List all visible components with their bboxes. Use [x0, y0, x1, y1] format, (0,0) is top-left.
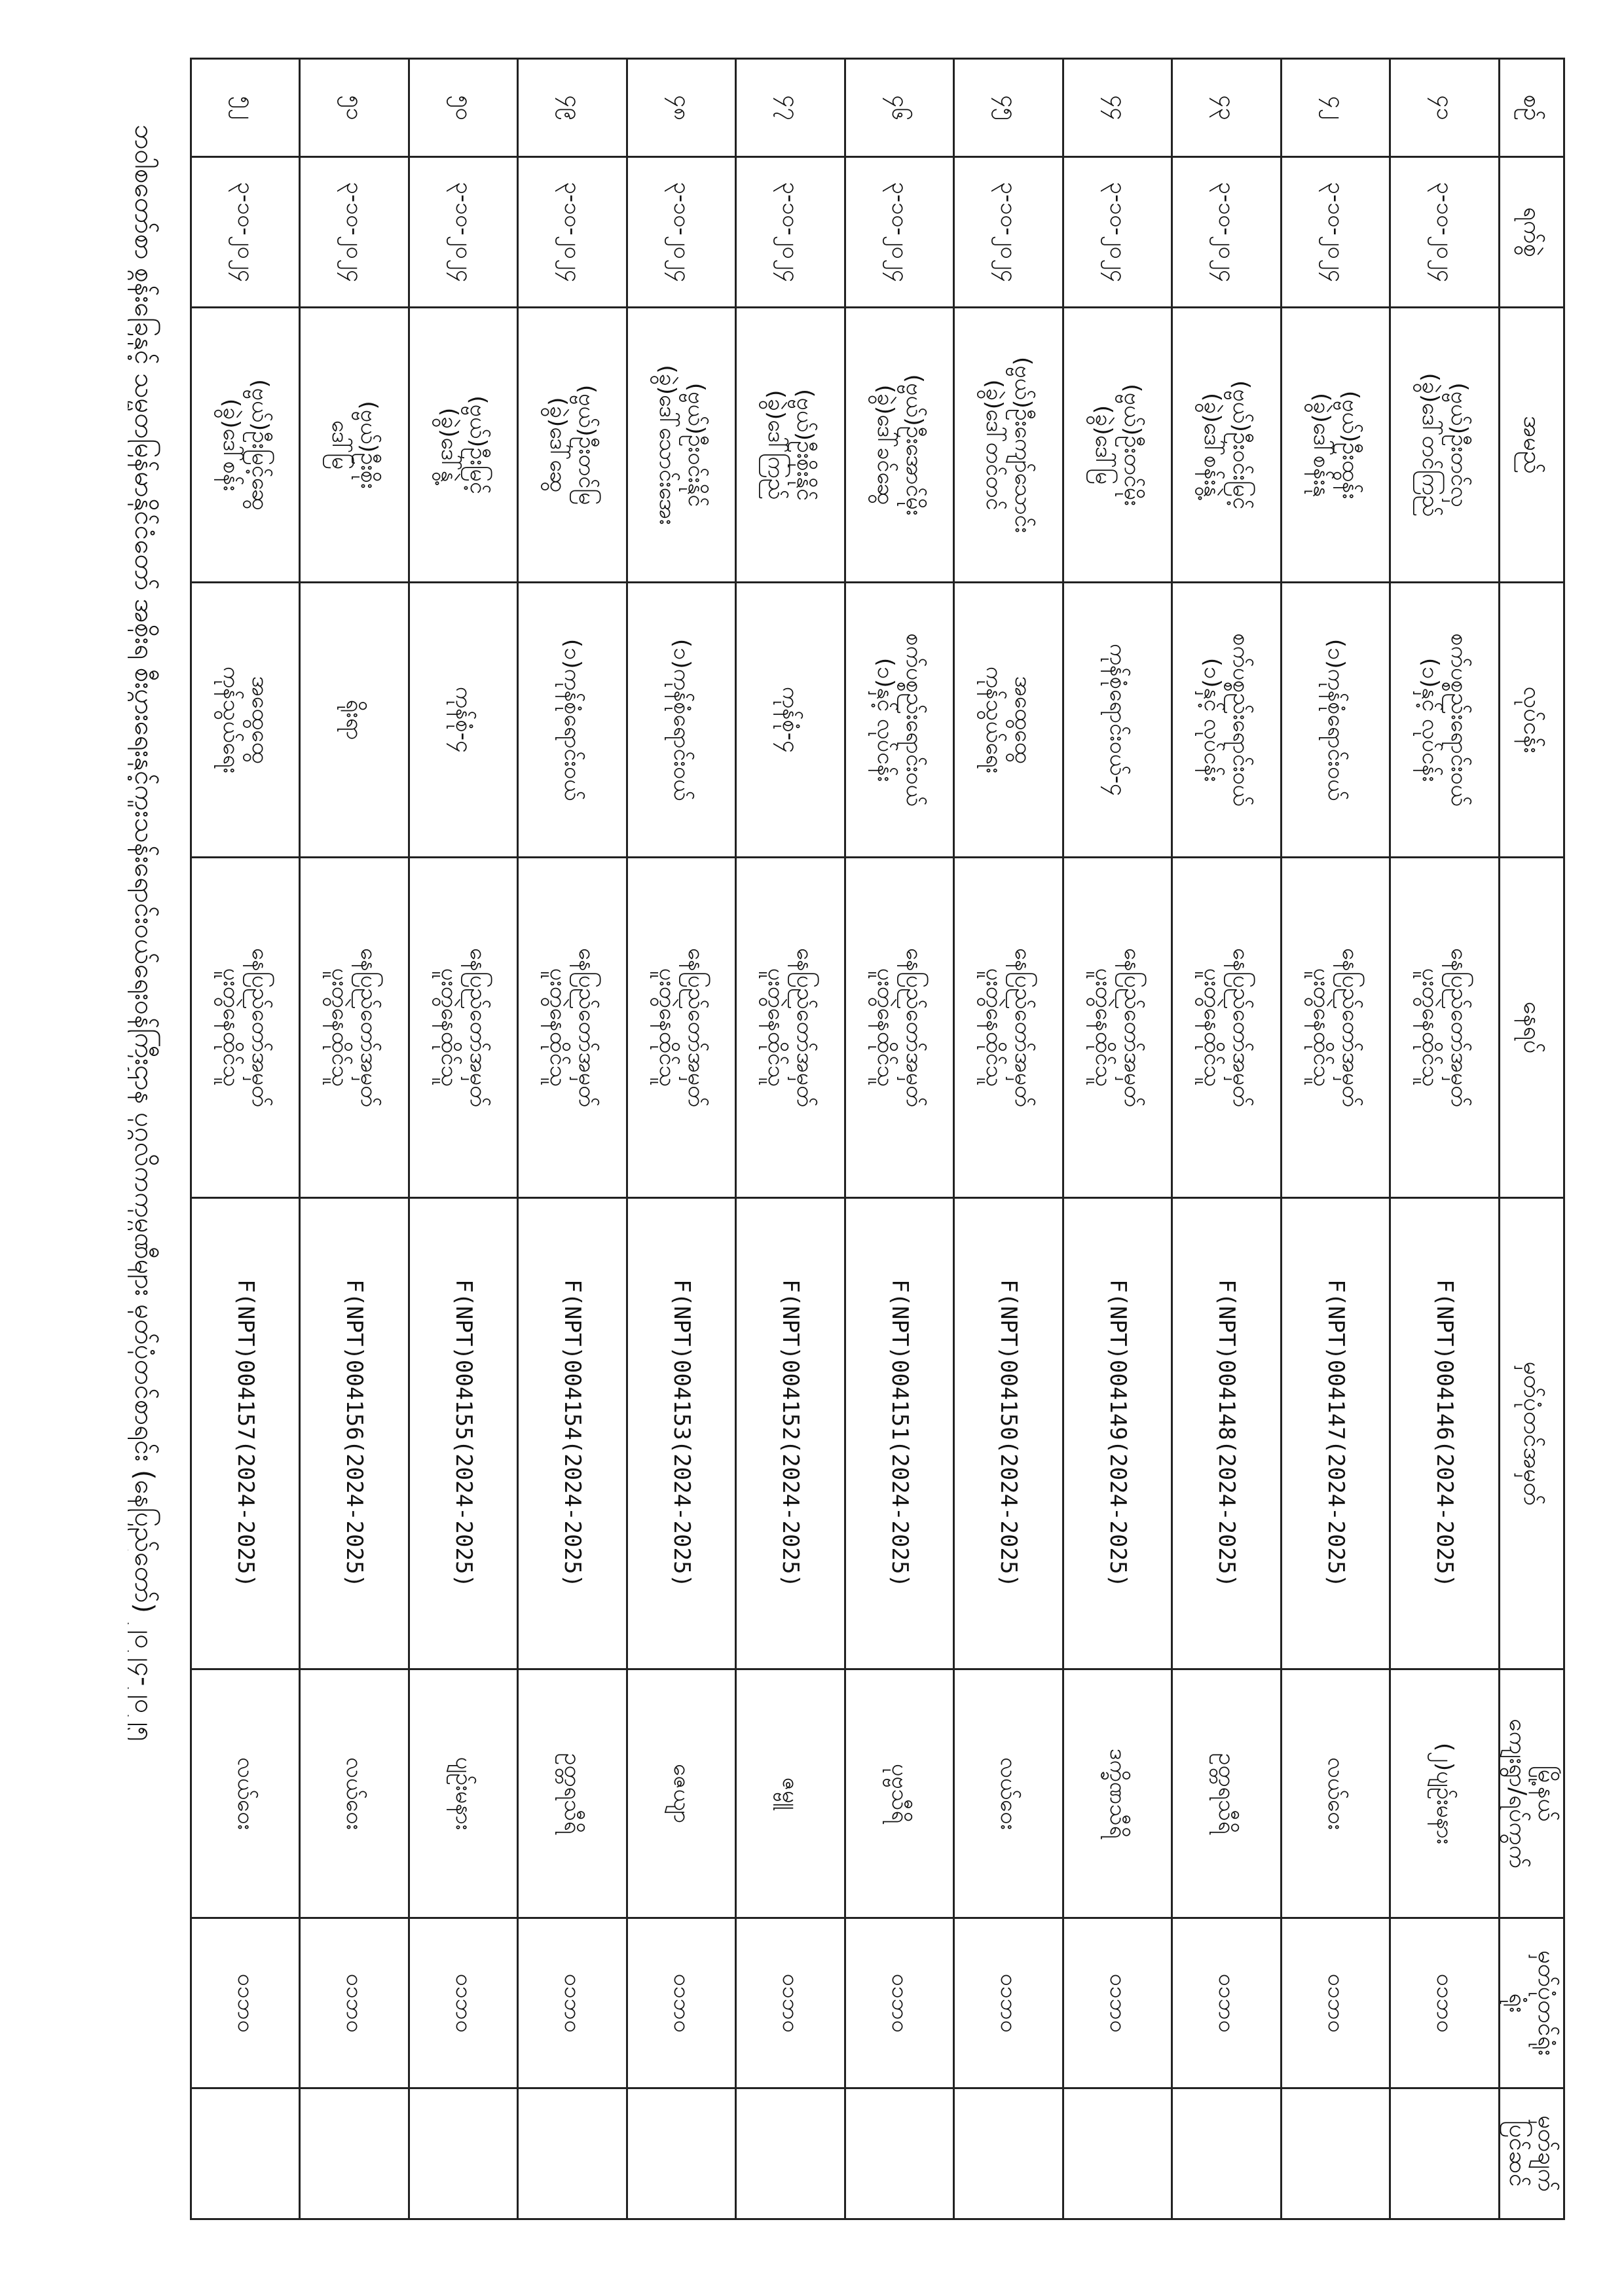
cell-business-line-1: (၁)ကုန်စုံရောင်းဝယ်	[668, 638, 695, 801]
cell-office: ၀၁ဘဝ	[627, 1918, 737, 2088]
cell-address-line-2: ပူးတွဲနေထိုင်သူ	[435, 968, 462, 1087]
cell-register-no: F(NPT)004147(2024-2025)	[1282, 1198, 1391, 1669]
cell-office: ၀၁ဘဝ	[1172, 1918, 1282, 2088]
table-row	[627, 59, 737, 2219]
cell-name	[627, 308, 737, 583]
cell-date: ၃-၁၀-၂၀၂၄	[300, 157, 409, 308]
header-township-sub: ကျေးရွာ/ရပ်ကွက်	[1504, 1719, 1531, 1868]
cell-name-line-2: (ခွဲ)ဒေါ်စန်းနု	[1308, 393, 1335, 497]
cell-business-line-1: ကုန်စုံ-၄	[777, 686, 804, 754]
cell-remark	[191, 2088, 301, 2219]
cell-name-line-2: (ခွဲ)ဒေါ်စန်း	[217, 398, 244, 492]
cell-name-line-2: (ခွဲ)ဒေါ်သောင်းအေး	[654, 365, 680, 525]
header-no: စဉ်	[1500, 59, 1564, 157]
cell-address	[1390, 858, 1500, 1198]
cell-office: ၀၁ဘဝ	[191, 1918, 301, 2088]
cell-address-line-1: နေပြည်တော်အမှတ်	[356, 947, 382, 1108]
cell-business-line-1: စက်ပစ္စည်းရောင်းဝယ်	[900, 633, 927, 807]
cell-address-line-1: နေပြည်တော်အမှတ်	[900, 947, 927, 1108]
cell-name-line-2: (ခွဲ)ဒေါ်တင်တင်	[981, 379, 1008, 511]
cell-register-no: F(NPT)004156(2024-2025)	[300, 1198, 409, 1669]
cell-office: ၀၁ဘဝ	[1063, 1918, 1173, 2088]
cell-date: ၃-၁၀-၂၀၂၄	[191, 157, 301, 308]
cell-address	[518, 858, 627, 1198]
cell-address-line-1: နေပြည်တော်အမှတ်	[574, 947, 600, 1108]
header-office-main: မှတ်ပုံတင်ရုံး	[1533, 1950, 1560, 2056]
cell-business-line-2: (၁)နှင့် လုပ်ငန်း	[1417, 657, 1444, 782]
cell-remark	[1390, 2088, 1500, 2219]
cell-business	[736, 583, 845, 858]
cell-name-line-1: (ဗ္ဗယ်)ဦးမြင့်ဆွေ	[246, 379, 273, 511]
cell-address	[954, 858, 1063, 1198]
cell-remark	[736, 2088, 845, 2219]
cell-address-line-2: ပူးတွဲနေထိုင်သူ	[872, 968, 898, 1087]
cell-township: လယ်ဝေး	[954, 1669, 1063, 1918]
cell-address-line-2: ပူးတွဲနေထိုင်သူ	[654, 968, 680, 1087]
cell-address-line-1: နေပြည်တော်အမှတ်	[1337, 947, 1363, 1108]
cell-office: ၀၁ဘဝ	[1282, 1918, 1391, 2088]
cell-name	[1063, 308, 1173, 583]
cell-business	[845, 583, 955, 858]
cell-township: ဇေယျာ	[627, 1669, 737, 1918]
cell-register-no: F(NPT)004157(2024-2025)	[191, 1198, 301, 1669]
cell-name	[1172, 308, 1282, 583]
header-remark-sub: ပြင်ဆင်	[1504, 2120, 1531, 2187]
cell-address-line-2: ပူးတွဲနေထိုင်သူ	[763, 968, 790, 1087]
header-office-sub: ရုံး	[1504, 1993, 1531, 2013]
cell-township: ဥတ္တရသီရိ	[518, 1669, 627, 1918]
cell-address	[191, 858, 301, 1198]
cell-address-line-1: နေပြည်တော်အမှတ်	[1118, 947, 1145, 1108]
cell-name-line-1: (ဗ္ဗယ်)ဦးထွန်း	[1337, 390, 1363, 500]
cell-name-line-1: (ဗ္ဗယ်)ဦးစိုး	[356, 401, 382, 489]
cell-no: ၄၈	[627, 59, 737, 157]
cell-business	[1390, 583, 1500, 858]
cell-name-line-1: (ဗ္ဗယ်)ဦးမြင့်	[464, 395, 491, 494]
cell-date: ၃-၁၀-၂၀၂၄	[954, 157, 1063, 308]
cell-business	[191, 583, 301, 858]
table-row	[1063, 59, 1173, 2219]
cell-business-line-1: (၁)ကုန်စုံရောင်းဝယ်	[559, 638, 586, 801]
cell-address-line-2: ပူးတွဲနေထိုင်သူ	[981, 968, 1008, 1087]
cell-no: ၅၀	[409, 59, 519, 157]
cell-office: ၀၁ဘဝ	[845, 1918, 955, 2088]
cell-no: ၄၃	[1172, 59, 1282, 157]
cell-register-no: F(NPT)004155(2024-2025)	[409, 1198, 519, 1669]
cell-remark	[845, 2088, 955, 2219]
cell-no: ၄၄	[1063, 59, 1173, 157]
cell-address-line-1: နေပြည်တော်အမှတ်	[464, 947, 491, 1108]
cell-date: ၃-၁၀-၂၀၂၄	[736, 157, 845, 308]
cell-date: ၃-၁၀-၂၀၂၄	[1172, 157, 1282, 308]
cell-business	[627, 583, 737, 858]
cell-remark	[300, 2088, 409, 2219]
cell-address-line-1: နေပြည်တော်အမှတ်	[792, 947, 819, 1108]
cell-address-line-2: ပူးတွဲနေထိုင်သူ	[1308, 968, 1335, 1087]
cell-remark	[1282, 2088, 1391, 2219]
cell-address	[409, 858, 519, 1198]
cell-date: ၃-၁၀-၂၀၂၄	[409, 157, 519, 308]
cell-no: ၄၉	[518, 59, 627, 157]
cell-business-line-2: ကုန်သွယ်ရေး	[217, 666, 244, 774]
cell-business-line-1: ရိုးရာ	[341, 699, 368, 740]
cell-register-no: F(NPT)004151(2024-2025)	[845, 1198, 955, 1669]
cell-name	[1390, 308, 1500, 583]
header-date: ရက်စွဲ	[1500, 157, 1564, 308]
cell-register-no: F(NPT)004146(2024-2025)	[1390, 1198, 1500, 1669]
cell-address-line-2: ပူးတွဲနေထိုင်သူ	[545, 968, 572, 1087]
cell-township: လယ်ဝေး	[300, 1669, 409, 1918]
cell-date: ၃-၁၀-၂၀၂၄	[518, 157, 627, 308]
header-remark	[1500, 2088, 1564, 2219]
table-row	[1390, 59, 1500, 2219]
cell-address-line-2: ပူးတွဲနေထိုင်သူ	[1090, 968, 1116, 1087]
table-row	[736, 59, 845, 2219]
cell-no: ၄၂	[1282, 59, 1391, 157]
cell-address	[1172, 858, 1282, 1198]
cell-township: လယ်ဝေး	[1282, 1669, 1391, 1918]
table-row	[518, 59, 627, 2219]
cell-business-line-1: အထွေထွေ	[1010, 676, 1037, 764]
cell-no: ၄၁	[1390, 59, 1500, 157]
cell-name	[518, 308, 627, 583]
cell-business	[300, 583, 409, 858]
cell-name-line-1: (ဗ္ဗယ်)ဦးဝင်းနိုင်	[682, 382, 709, 507]
cell-name-line-1: (ဗ္ဗယ်)ဦးတင်မြ	[574, 384, 600, 505]
cell-name-line-2: (ခွဲ)ဒေါ်မြ	[1090, 405, 1116, 484]
cell-township: ဥတ္တရသီရိ	[1172, 1669, 1282, 1918]
cell-name-line-2: ဒေါ်မြ	[327, 420, 354, 470]
cell-name	[954, 308, 1063, 583]
table-body	[191, 59, 1500, 2219]
cell-address-line-1: နေပြည်တော်အမှတ်	[682, 947, 709, 1108]
cell-name-line-2: (ခွဲ)ဒေါ်ခင်ဆွေ	[872, 384, 898, 505]
cell-remark	[954, 2088, 1063, 2219]
header-remark-main: မှတ်ချက်	[1533, 2115, 1560, 2192]
cell-address-line-1: နေပြည်တော်အမှတ်	[1446, 947, 1473, 1108]
cell-township: ပုဗ္ဗသီရိ	[845, 1669, 955, 1918]
cell-township: လယ်ဝေး	[191, 1669, 301, 1918]
cell-business-line-2: (၁)နှင့် လုပ်ငန်း	[872, 657, 898, 782]
header-township-main: မြို့နယ်	[1533, 1765, 1560, 1822]
cell-office: ၀၁ဘဝ	[409, 1918, 519, 2088]
cell-name	[191, 308, 301, 583]
table-row	[1172, 59, 1282, 2219]
cell-township: ပျဉ်းမနား	[409, 1669, 519, 1918]
table-row	[409, 59, 519, 2219]
cell-remark	[627, 2088, 737, 2219]
table-row	[845, 59, 955, 2219]
header-address: နေရပ်	[1500, 858, 1564, 1198]
cell-business-line-2: (၁)နှင့် လုပ်ငန်း	[1199, 657, 1226, 782]
cell-township: ဒက္ခိဏသီရိ	[1063, 1669, 1173, 1918]
document-heading: ဘဝါစတော်စာ စွန်းခြေနှင့် သမ္မတမြန်မာနိုင်ငံတော် အစိုးရ စီးပွားရေးနှင့်ကူးသန်းရောင်းဝယ်ရေးဝန်ကြီးဌာန ပုဂ္ဂလိကကုမ္ပဏီများ မှတ်ပုံတင်စာရင်း (နေပြည်တော်) ၂၀၂၄-၂၀၂၅	[129, 124, 159, 1741]
table-row	[300, 59, 409, 2219]
register-table	[190, 58, 1565, 2220]
cell-name-line-2: (ခွဲ)ဒေါ်တင်ကြည်	[1417, 373, 1444, 517]
cell-office: ၀၁ဘဝ	[954, 1918, 1063, 2088]
cell-name-line-1: (ဗ္ဗယ်)ဦးအောင်မိုး	[900, 374, 927, 516]
cell-name	[736, 308, 845, 583]
table-header-row	[1500, 59, 1564, 2219]
cell-business-line-1: စက်ပစ္စည်းရောင်းဝယ်	[1446, 633, 1473, 807]
cell-office: ၀၁ဘဝ	[1390, 1918, 1500, 2088]
header-name: အမည်	[1500, 308, 1564, 583]
cell-remark	[1172, 2088, 1282, 2219]
cell-register-no: F(NPT)004148(2024-2025)	[1172, 1198, 1282, 1669]
cell-date: ၃-၁၀-၂၀၂၄	[1063, 157, 1173, 308]
cell-no: ၄၇	[736, 59, 845, 157]
cell-address	[300, 858, 409, 1198]
cell-register-no: F(NPT)004154(2024-2025)	[518, 1198, 627, 1669]
cell-business-line-2: ကုန်သွယ်ရေး	[981, 666, 1008, 774]
header-office	[1500, 1918, 1564, 2088]
table-row	[191, 59, 301, 2219]
cell-remark	[518, 2088, 627, 2219]
cell-register-no: F(NPT)004149(2024-2025)	[1063, 1198, 1173, 1669]
cell-address-line-2: ပူးတွဲနေထိုင်သူ	[217, 968, 244, 1087]
cell-name	[1282, 308, 1391, 583]
cell-business-line-1: (၁)ကုန်စုံရောင်းဝယ်	[1322, 638, 1349, 801]
header-register-no: မှတ်ပုံတင်အမှတ်	[1500, 1198, 1564, 1669]
cell-date: ၃-၁၀-၂၀၂၄	[1282, 157, 1391, 308]
cell-township: ဇမ္ဗူ	[736, 1669, 845, 1918]
cell-township: (၂)ပျဉ်းမနား	[1390, 1669, 1500, 1918]
cell-name-line-2: (ခွဲ)ဒေါ်ကြည်	[763, 390, 790, 500]
cell-address	[1063, 858, 1173, 1198]
cell-name-line-2: (ခွဲ)ဒေါ်ဆွေ	[545, 397, 572, 493]
cell-remark	[409, 2088, 519, 2219]
cell-name-line-1: (ဗ္ဗယ်)ဦးကျော်သောင်း	[1010, 356, 1037, 533]
cell-date: ၃-၁၀-၂၀၂၄	[845, 157, 955, 308]
cell-remark	[1063, 2088, 1173, 2219]
table-row	[1282, 59, 1391, 2219]
cell-business	[954, 583, 1063, 858]
cell-name-line-1: (ဗ္ဗယ်)ဦးစိုးနိုင်	[792, 389, 819, 501]
cell-business-line-1: ကုန်စုံ-၄	[450, 686, 477, 754]
cell-register-no: F(NPT)004153(2024-2025)	[627, 1198, 737, 1669]
cell-date: ၃-၁၀-၂၀၂၄	[627, 157, 737, 308]
cell-address-line-1: နေပြည်တော်အမှတ်	[1010, 947, 1037, 1108]
cell-date: ၃-၁၀-၂၀၂၄	[1390, 157, 1500, 308]
cell-no: ၄၆	[845, 59, 955, 157]
cell-address	[627, 858, 737, 1198]
cell-name-line-1: (ဗ္ဗယ်)ဦးဝင်းမြင့်	[1228, 380, 1255, 510]
cell-business-line-1: စက်ပစ္စည်းရောင်းဝယ်	[1228, 633, 1255, 807]
table-row	[954, 59, 1063, 2219]
cell-business	[1172, 583, 1282, 858]
cell-address-line-2: ပူးတွဲနေထိုင်သူ	[1199, 968, 1226, 1087]
header-township	[1500, 1669, 1564, 1918]
cell-office: ၀၁ဘဝ	[300, 1918, 409, 2088]
cell-address-line-1: နေပြည်တော်အမှတ်	[246, 947, 273, 1108]
cell-address	[845, 858, 955, 1198]
cell-no: ၅၂	[191, 59, 301, 157]
header-business: လုပ်ငန်း	[1500, 583, 1564, 858]
cell-name-line-1: (ဗ္ဗယ်)ဦးတင်လှ	[1446, 382, 1473, 507]
cell-address	[1282, 858, 1391, 1198]
cell-name-line-2: (ခွဲ)ဒေါ်စန်းနွဲ့	[1199, 393, 1226, 497]
cell-business	[1282, 583, 1391, 858]
cell-name	[845, 308, 955, 583]
cell-address-line-2: ပူးတွဲနေထိုင်သူ	[1417, 968, 1444, 1087]
cell-business	[1063, 583, 1173, 858]
cell-name-line-1: (ဗ္ဗယ်)ဦးတင်မိုး	[1118, 384, 1145, 506]
cell-register-no: F(NPT)004152(2024-2025)	[736, 1198, 845, 1669]
cell-office: ၀၁ဘဝ	[736, 1918, 845, 2088]
cell-business-line-1: ကုန်စုံရောင်းဝယ်-၄	[1104, 644, 1131, 796]
cell-register-no: F(NPT)004150(2024-2025)	[954, 1198, 1063, 1669]
cell-name	[409, 308, 519, 583]
cell-address-line-1: နေပြည်တော်အမှတ်	[1228, 947, 1255, 1108]
cell-name-line-2: (ခွဲ)ဒေါ်နွဲ့	[435, 407, 462, 483]
cell-address	[736, 858, 845, 1198]
cell-no: ၄၅	[954, 59, 1063, 157]
cell-address-line-2: ပူးတွဲနေထိုင်သူ	[327, 968, 354, 1087]
cell-business	[518, 583, 627, 858]
cell-no: ၅၁	[300, 59, 409, 157]
cell-office: ၀၁ဘဝ	[518, 1918, 627, 2088]
cell-name	[300, 308, 409, 583]
cell-business	[409, 583, 519, 858]
cell-business-line-1: အထွေထွေ	[246, 676, 273, 764]
